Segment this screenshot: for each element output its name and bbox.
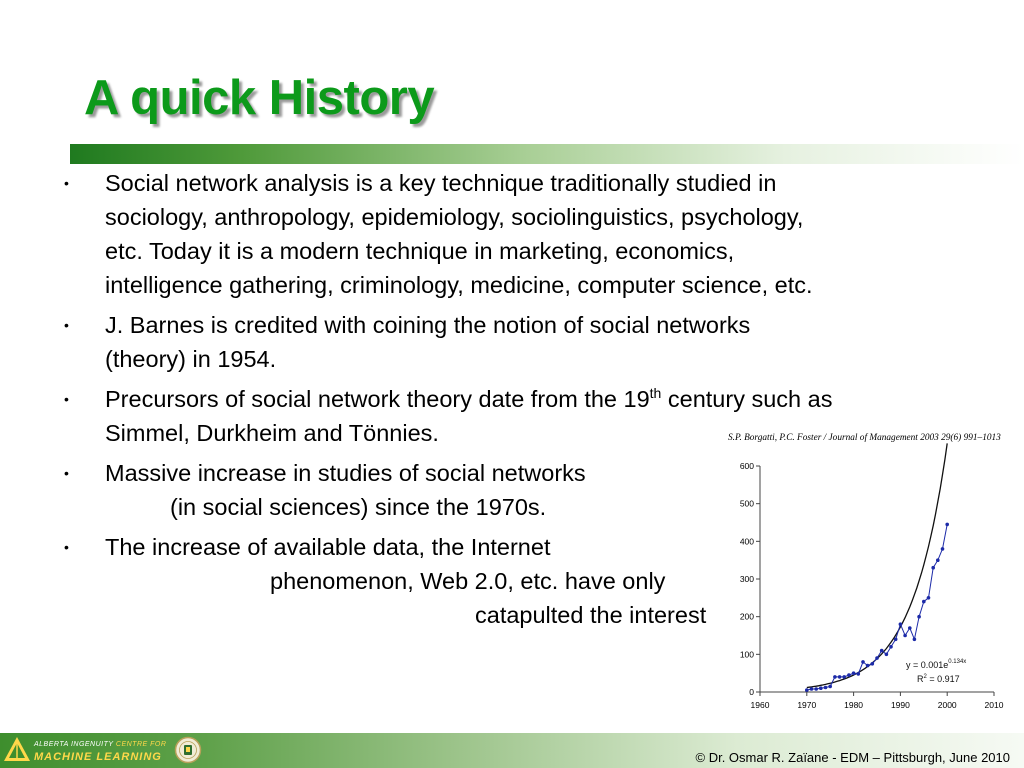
triangle-logo-icon <box>3 735 31 763</box>
bullet-line: Social network analysis is a key technique traditionally studied in <box>105 170 777 196</box>
y-tick-label: 300 <box>739 574 754 584</box>
data-point <box>885 653 889 657</box>
bullet-dot: • <box>64 539 69 555</box>
exponential-fit-curve <box>807 443 947 687</box>
y-tick-label: 600 <box>739 461 754 471</box>
bullet-line: Simmel, Durkheim and Tönnies. <box>105 420 439 446</box>
fit-formula-base: y = 0.001e <box>906 660 949 670</box>
slide-title: A quick History <box>84 71 435 125</box>
bullet-item-1 <box>0 166 1024 302</box>
bullet-line: etc. Today it is a modern technique in marketing, economics, <box>105 238 735 264</box>
data-point <box>936 558 940 562</box>
data-point <box>889 645 893 649</box>
y-tick-label: 0 <box>749 687 754 697</box>
bullet-line <box>105 382 994 416</box>
data-point <box>922 600 926 604</box>
x-tick-label: 1980 <box>844 700 864 710</box>
bullet-line: catapulted the interest <box>475 602 707 628</box>
fit-formula-exponent: 0.134x <box>948 659 967 665</box>
y-tick-label: 500 <box>739 498 754 509</box>
logo-text-yellow: CENTRE FOR <box>115 741 167 748</box>
bullet-item-2 <box>0 308 1024 376</box>
y-tick-label: 100 <box>739 649 754 660</box>
x-tick-label: 1990 <box>890 700 910 710</box>
data-point <box>861 660 865 664</box>
bullet-dot: • <box>64 391 69 407</box>
data-point <box>866 664 870 668</box>
axis-ticks <box>740 461 1004 710</box>
publications-growth-chart <box>722 430 1024 720</box>
data-point <box>899 622 903 626</box>
data-point <box>931 566 935 570</box>
x-tick-label: 2010 <box>984 700 1004 710</box>
data-point <box>880 649 884 653</box>
superscript-text: th <box>649 385 662 401</box>
fit-r-squared <box>917 674 960 684</box>
x-tick-label: 1970 <box>797 700 817 710</box>
bullet-line: phenomenon, Web 2.0, etc. have only <box>270 568 666 594</box>
data-point <box>838 675 842 679</box>
logo-text-bottom: MACHINE LEARNING <box>34 751 162 763</box>
bullet-line: (in social sciences) since the 1970s. <box>170 494 547 520</box>
bullet-line: J. Barnes is credited with coining the notion of social networks <box>105 312 751 338</box>
data-point <box>833 675 837 679</box>
data-point <box>941 547 945 551</box>
data-point <box>917 615 921 619</box>
bullet-line: Massive increase in studies of social networks <box>105 460 586 486</box>
bullet-dot: • <box>64 175 69 191</box>
data-point <box>927 596 931 600</box>
fit-formula <box>906 659 966 670</box>
data-point <box>814 687 818 691</box>
bullet-dot: • <box>64 465 69 481</box>
bullet-line: intelligence gathering, criminology, medicine, computer science, etc. <box>105 272 813 298</box>
data-point <box>945 523 949 527</box>
data-point <box>852 671 856 675</box>
data-point <box>857 672 861 676</box>
title-gradient-rule <box>70 144 1024 164</box>
data-point <box>819 686 823 690</box>
data-point <box>875 656 879 660</box>
chart-svg <box>722 430 1024 720</box>
r-squared-sup: 2 <box>923 674 927 680</box>
university-seal-icon <box>174 736 202 764</box>
logo-text-top <box>34 741 166 748</box>
bullet-text: century such as <box>661 386 833 412</box>
data-point <box>828 685 832 689</box>
data-point <box>810 687 814 691</box>
bullet-dot: • <box>64 317 69 333</box>
data-point <box>908 626 912 630</box>
data-point <box>847 673 851 677</box>
x-tick-label: 2000 <box>937 700 957 710</box>
bullet-line: sociology, anthropology, epidemiology, sociolinguistics, psychology, <box>105 204 804 230</box>
x-tick-label: 1960 <box>750 700 770 710</box>
data-point <box>913 638 917 642</box>
r-squared-prefix: R <box>917 674 924 684</box>
y-tick-label: 200 <box>739 611 754 622</box>
y-tick-label: 400 <box>739 536 754 547</box>
bullet-line: The increase of available data, the Internet <box>105 534 551 560</box>
footer-bar <box>0 733 1024 768</box>
r-squared-value: = 0.917 <box>926 674 960 684</box>
data-point <box>805 688 809 692</box>
data-point <box>824 686 828 690</box>
data-point <box>894 638 898 642</box>
bullet-text: Precursors of social network theory date from the 19 <box>105 386 650 412</box>
data-point <box>871 662 875 666</box>
logo-text-white: ALBERTA INGENUITY <box>34 741 114 748</box>
footer-credit: © Dr. Osmar R. Zaïane - EDM – Pittsburgh, June 2010 <box>695 750 1010 765</box>
bullet-line: (theory) in 1954. <box>105 346 277 372</box>
chart-caption: S.P. Borgatti, P.C. Foster / Journal of Management 2003 29(6) 991–1013 <box>728 433 1001 443</box>
data-point <box>842 675 846 679</box>
data-point <box>903 634 907 638</box>
